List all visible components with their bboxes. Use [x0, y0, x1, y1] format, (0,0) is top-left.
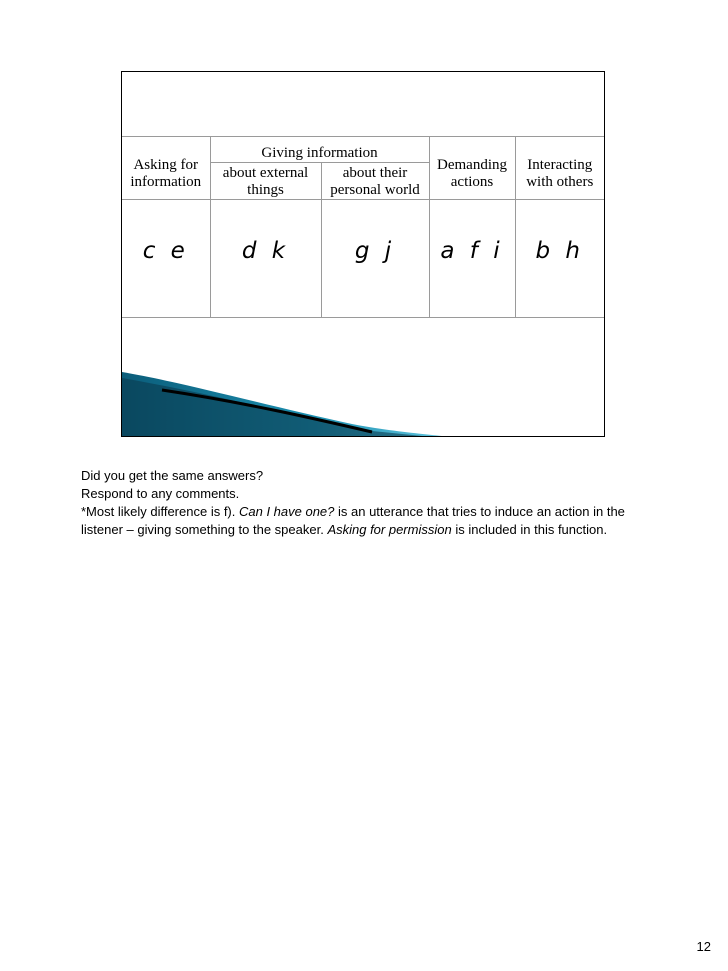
page-number: 12 — [696, 939, 711, 954]
notes-line: Did you get the same answers? — [81, 468, 264, 483]
answers-row — [122, 200, 604, 318]
slide-image — [121, 71, 605, 437]
answer-cell: c e — [122, 200, 210, 318]
notes-text: is an utterance that tries to induce an action in the listener – giving something to the speaker. — [81, 504, 625, 537]
notes-emphasis: Asking for permission — [327, 522, 452, 537]
function-table — [122, 136, 604, 318]
answer-cell: b h — [515, 200, 604, 318]
speaker-notes — [81, 467, 641, 539]
header-personal: about their personal world — [321, 163, 429, 200]
header-giving: Giving information — [210, 137, 429, 163]
answer-cell: d k — [210, 200, 321, 318]
header-row — [122, 137, 604, 163]
notes-text: is included in this function. — [451, 522, 608, 537]
header-asking: Asking for information — [122, 137, 210, 200]
notes-text: *Most likely difference is f). — [81, 504, 239, 519]
header-interacting: Interacting with others — [515, 137, 604, 200]
answer-cell: g j — [321, 200, 429, 318]
notes-paragraph — [81, 503, 641, 539]
header-demanding: Demanding actions — [429, 137, 515, 200]
header-external: about external things — [210, 163, 321, 200]
answer-cell: a f i — [429, 200, 515, 318]
notes-emphasis: Can I have one? — [238, 504, 335, 519]
slide-swoosh-decoration — [122, 372, 604, 436]
notes-line: Respond to any comments. — [81, 486, 240, 501]
